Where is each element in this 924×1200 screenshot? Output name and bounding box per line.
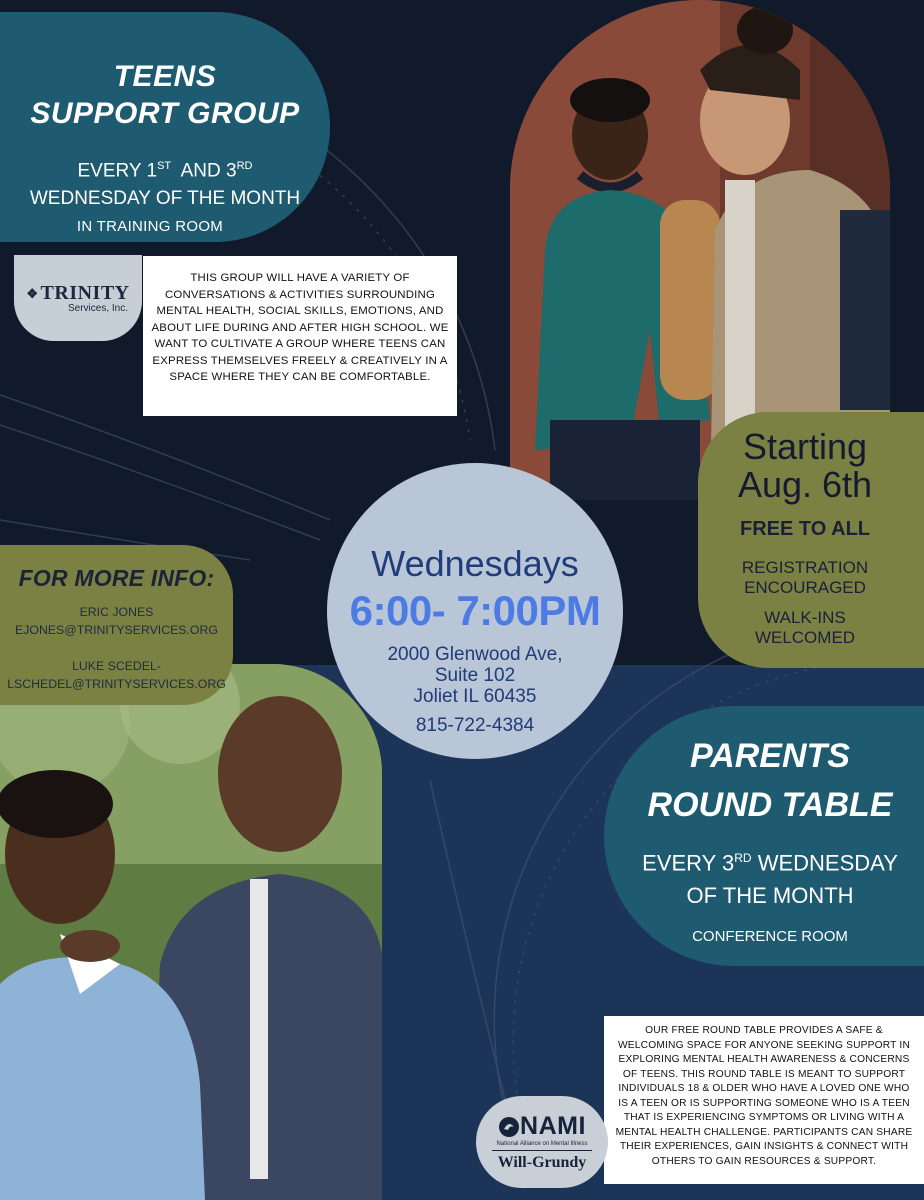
address-line1: 2000 Glenwood Ave, bbox=[387, 644, 563, 665]
free-to-all-label: FREE TO ALL bbox=[740, 518, 870, 540]
teens-title-line2: SUPPORT GROUP bbox=[30, 97, 300, 130]
parents-title-line1: PARENTS bbox=[690, 737, 850, 775]
contact2-name: LUKE SCEDEL- bbox=[72, 659, 161, 673]
nami-swirl-icon bbox=[498, 1116, 520, 1138]
meeting-time-circle bbox=[327, 463, 623, 759]
teens-schedule-sup2: RD bbox=[236, 160, 253, 172]
walkins-line1: WALK-INS bbox=[764, 608, 846, 627]
father-son-photo bbox=[0, 664, 382, 1200]
parents-round-table-description: OUR FREE ROUND TABLE PROVIDES A SAFE & WELCOMING SPACE FOR ANYONE SEEKING SUPPORT IN EXPLORING MENTAL HEALTH AWARENESS & CONCERNS OF TEENS. THIS ROUND TABLE IS MEANT TO SUPPORT INDIVIDUALS 18 & OLDER WHO HAVE A LOVED ONE WHO IS A TEEN OR IS SUPPORTING SOMEONE WHO IS A TEEN THAT IS EXPERIENCING SYMPTOMS OR LIVING WITH A MENTAL HEALTH CHALLENGE. PARTICIPANTS CAN SHARE THEIR EXPERIENCES, GAIN INSIGHTS & CONNECT WITH OTHERS TO GAIN RESOURCES & SUPPORT. bbox=[604, 1016, 924, 1184]
teens-title-line1: TEENS bbox=[113, 60, 217, 93]
parents-schedule-sup: RD bbox=[734, 851, 752, 865]
teens-group-title bbox=[0, 58, 330, 132]
parents-room: CONFERENCE ROOM bbox=[692, 928, 848, 945]
start-line1: Starting bbox=[742, 426, 868, 467]
start-date-box bbox=[698, 412, 924, 668]
contact-info-title: FOR MORE INFO: bbox=[18, 565, 215, 591]
address-line3: Joliet IL 60435 bbox=[413, 686, 537, 707]
contact-luke bbox=[0, 657, 233, 693]
trinity-services-logo bbox=[14, 255, 142, 341]
start-line2: Aug. 6th bbox=[737, 464, 873, 505]
contact-eric bbox=[0, 603, 233, 639]
trinity-logo-subtitle: Services, Inc. bbox=[67, 303, 129, 314]
parents-schedule-rest: WEDNESDAY bbox=[751, 850, 898, 876]
registration-line1: REGISTRATION bbox=[741, 558, 869, 577]
registration-note bbox=[698, 558, 912, 598]
contact2-email[interactable]: LSCHEDEL@TRINITYSERVICES.ORG bbox=[7, 677, 226, 691]
parents-round-table-header bbox=[604, 706, 924, 966]
contact1-email[interactable]: EJONES@TRINITYSERVICES.ORG bbox=[15, 623, 218, 637]
parents-schedule-line2: OF THE MONTH bbox=[686, 883, 854, 909]
meeting-time: 6:00- 7:00PM bbox=[349, 587, 601, 634]
nami-logo-subtitle: National Alliance on Mental Illness bbox=[496, 1141, 588, 1147]
trinity-logo-name: TRINITY bbox=[40, 282, 130, 304]
teens-schedule-every: EVERY 1 bbox=[77, 160, 158, 182]
meeting-address bbox=[327, 644, 623, 707]
meeting-day: Wednesdays bbox=[371, 543, 579, 584]
nami-logo-name: NAMI bbox=[520, 1112, 586, 1140]
teens-group-header bbox=[0, 12, 330, 242]
teens-schedule-sup1: ST bbox=[157, 160, 172, 172]
nami-logo-region: Will-Grundy bbox=[497, 1154, 587, 1171]
teens-group-description: THIS GROUP WILL HAVE A VARIETY OF CONVERSATIONS & ACTIVITIES SURROUNDING MENTAL HEALTH, SOCIAL SKILLS, EMOTIONS, AND ABOUT LIFE DURING AND AFTER HIGH SCHOOL. WE WANT TO CULTIVATE A GROUP WHERE TEENS CAN EXPRESS THEMSELVES FREELY & CREATIVELY IN A SPACE WHERE THEY CAN BE COMFORTABLE. bbox=[143, 256, 457, 416]
trinity-diamond-icon: ❖ bbox=[26, 285, 39, 301]
parents-title-line2: ROUND TABLE bbox=[647, 786, 893, 824]
teens-room: IN TRAINING ROOM bbox=[76, 218, 224, 235]
parents-schedule bbox=[604, 842, 924, 912]
walkins-line2: WELCOMED bbox=[754, 628, 856, 647]
teens-schedule-and: AND 3 bbox=[171, 160, 237, 182]
registration-line2: ENCOURAGED bbox=[744, 578, 866, 597]
parents-title bbox=[604, 732, 924, 830]
nami-divider bbox=[492, 1150, 592, 1151]
contact1-name: ERIC JONES bbox=[79, 605, 154, 619]
contact-info-box bbox=[0, 545, 233, 705]
start-date bbox=[698, 428, 912, 504]
teens-schedule bbox=[0, 152, 330, 213]
address-line2: Suite 102 bbox=[434, 665, 516, 686]
parents-schedule-every: EVERY 3 bbox=[642, 850, 735, 876]
walk-ins-note bbox=[698, 608, 912, 648]
teens-schedule-line2: WEDNESDAY OF THE MONTH bbox=[29, 188, 301, 210]
phone-number[interactable]: 815-722-4384 bbox=[415, 715, 535, 736]
nami-will-grundy-logo bbox=[476, 1096, 608, 1188]
